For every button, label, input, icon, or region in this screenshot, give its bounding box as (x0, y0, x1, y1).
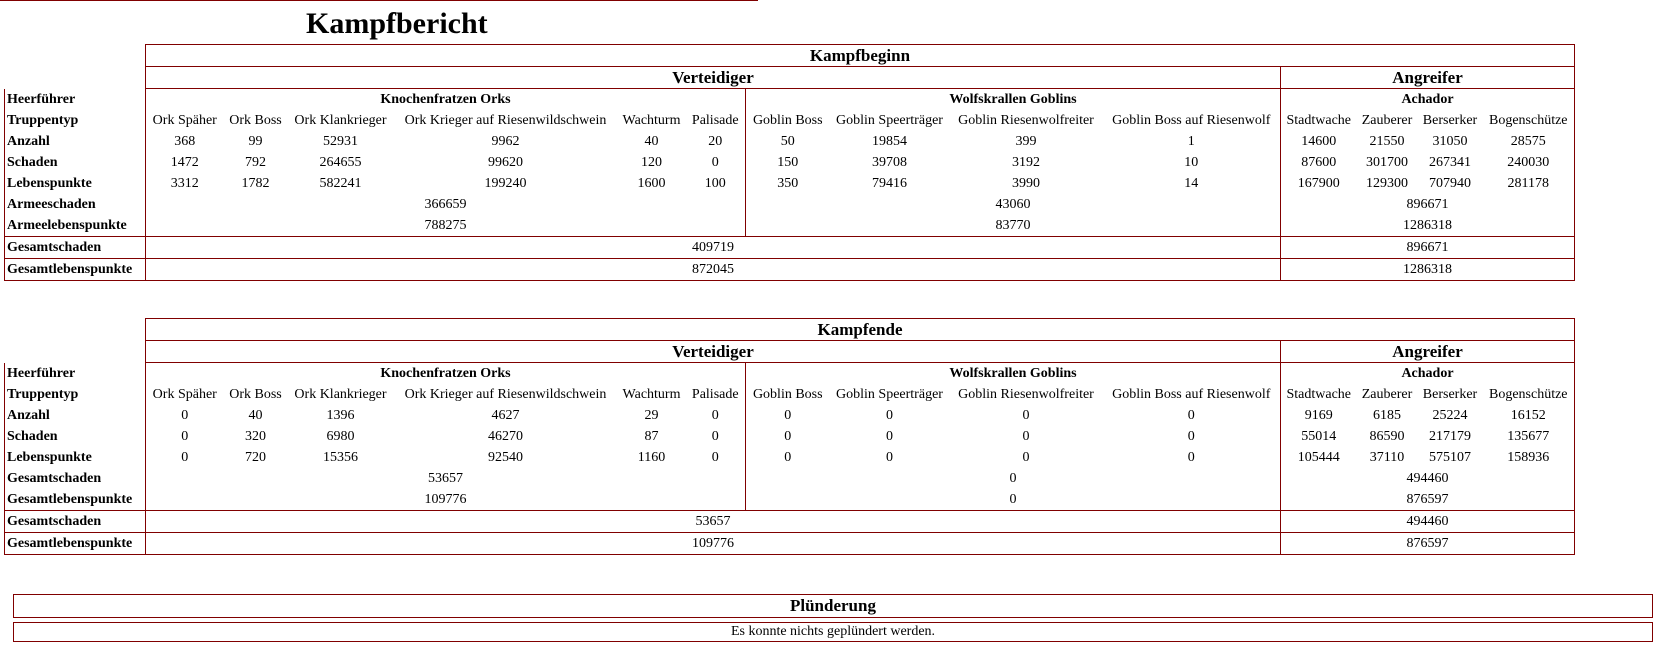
row-label-truppentyp: Truppentyp (5, 384, 146, 405)
cell-anzahl: 19854 (872, 134, 907, 149)
unit-type-header: Ork Krieger auf Riesenwildschwein (404, 113, 607, 128)
cell-anzahl: 20 (708, 134, 723, 149)
loot-heading: Plünderung (13, 594, 1653, 618)
cell-lebenspunkte: 1782 (241, 176, 270, 191)
empty-corner (5, 341, 146, 363)
battle-start-table (4, 44, 1575, 281)
cell-lebenspunkte: 158936 (1483, 447, 1575, 468)
cell-schaden: 267341 (1429, 155, 1471, 170)
unit-type-header: Goblin Boss auf Riesenwolf (1112, 113, 1271, 128)
cell-anzahl: 9962 (491, 134, 520, 149)
cell-anzahl: 0 (1022, 408, 1030, 423)
cell-schaden: 0 (1022, 429, 1030, 444)
unit-type-header: Palisade (691, 113, 739, 128)
cell-anzahl: 368 (146, 131, 224, 152)
unit-type-header: Bogenschütze (1483, 384, 1575, 405)
cell-anzahl: 99 (248, 134, 263, 149)
army-name-goblins: Wolfskrallen Goblins (746, 89, 1281, 111)
unit-type-header: Stadtwache (1281, 384, 1357, 405)
cell-lebenspunkte: 79416 (872, 176, 907, 191)
cell-anzahl: 0 (711, 408, 719, 423)
empty-corner (5, 45, 146, 67)
total-hp-attacker: 1286318 (1281, 259, 1575, 281)
defender-heading: Verteidiger (146, 341, 1281, 363)
army-damage-orks: 53657 (146, 468, 746, 489)
total-damage-attacker: 896671 (1281, 237, 1575, 259)
army-damage-orks: 366659 (146, 194, 746, 215)
row-label-armeeschaden: Armeeschaden (5, 194, 146, 215)
cell-anzahl: 31050 (1432, 134, 1468, 149)
row-label-anzahl: Anzahl (5, 131, 146, 152)
cell-lebenspunkte: 1160 (637, 450, 666, 465)
row-label-gesamtschaden: Gesamtschaden (5, 468, 146, 489)
unit-type-header: Goblin Speerträger (836, 113, 943, 128)
cell-anzahl: 14600 (1281, 131, 1357, 152)
cell-schaden: 39708 (872, 155, 907, 170)
unit-type-header: Wachturm (622, 113, 681, 128)
row-label-gesamtlebenspunkte: Gesamtlebenspunkte (5, 533, 146, 555)
unit-type-header: Goblin Boss (746, 110, 830, 131)
cell-schaden: 0 (711, 155, 719, 170)
row-label-heerfuehrer: Heerführer (5, 89, 146, 111)
cell-lebenspunkte: 15356 (323, 450, 358, 465)
row-label-heerfuehrer: Heerführer (5, 363, 146, 385)
army-name-achador: Achador (1281, 89, 1575, 111)
unit-type-header: Ork Späher (146, 384, 224, 405)
cell-schaden: 0 (711, 429, 719, 444)
cell-anzahl: 9169 (1281, 405, 1357, 426)
total-damage-defender: 53657 (146, 511, 1281, 533)
cell-lebenspunkte: 0 (711, 450, 719, 465)
unit-type-header: Stadtwache (1281, 110, 1357, 131)
cell-schaden: 87 (644, 429, 659, 444)
cell-lebenspunkte: 105444 (1281, 447, 1357, 468)
cell-schaden: 0 (1187, 429, 1195, 444)
unit-type-header: Ork Klankrieger (294, 113, 387, 128)
cell-anzahl: 21550 (1369, 134, 1405, 149)
row-label-gesamtschaden: Gesamtschaden (5, 237, 146, 259)
army-hp-achador: 876597 (1281, 489, 1575, 511)
cell-schaden: 120 (641, 155, 662, 170)
cell-anzahl: 40 (644, 134, 659, 149)
cell-anzahl: 0 (146, 405, 224, 426)
cell-lebenspunkte: 350 (746, 173, 830, 194)
total-damage-defender: 409719 (146, 237, 1281, 259)
cell-anzahl: 0 (886, 408, 893, 423)
row-label-lebenspunkte: Lebenspunkte (5, 173, 146, 194)
cell-anzahl: 28575 (1483, 131, 1575, 152)
total-hp-defender: 109776 (146, 533, 1281, 555)
total-hp-attacker: 876597 (1281, 533, 1575, 555)
row-label-gesamtlebenspunkte: Gesamtlebenspunkte (5, 489, 146, 511)
cell-anzahl: 52931 (323, 134, 358, 149)
unit-type-header: Wachturm (622, 387, 681, 402)
page-title: Kampfbericht (306, 7, 488, 40)
cell-schaden: 46270 (488, 429, 523, 444)
cell-lebenspunkte: 199240 (484, 176, 527, 191)
cell-lebenspunkte: 575107 (1429, 450, 1471, 465)
cell-schaden: 87600 (1281, 152, 1357, 173)
cell-lebenspunkte: 100 (704, 176, 726, 191)
cell-schaden: 86590 (1369, 429, 1405, 444)
unit-type-header: Bogenschütze (1483, 110, 1575, 131)
empty-corner (5, 67, 146, 89)
total-hp-defender: 872045 (146, 259, 1281, 281)
unit-type-header: Ork Boss (229, 113, 282, 128)
unit-type-header: Ork Späher (146, 110, 224, 131)
cell-schaden: 301700 (1366, 155, 1408, 170)
row-label-anzahl: Anzahl (5, 405, 146, 426)
top-divider-line (0, 0, 758, 1)
unit-type-header: Goblin Boss auf Riesenwolf (1112, 387, 1271, 402)
army-hp-orks: 788275 (146, 215, 746, 237)
cell-schaden: 217179 (1429, 429, 1471, 444)
section-title: Kampfende (146, 319, 1575, 341)
army-name-achador: Achador (1281, 363, 1575, 385)
row-label-armeelebenspunkte: Armeelebenspunkte (5, 215, 146, 237)
cell-schaden: 0 (886, 429, 893, 444)
cell-lebenspunkte: 0 (146, 447, 224, 468)
row-label-schaden: Schaden (5, 426, 146, 447)
cell-schaden: 0 (746, 426, 830, 447)
cell-lebenspunkte: 37110 (1369, 450, 1405, 465)
unit-type-header: Berserker (1422, 387, 1478, 402)
total-damage-attacker: 494460 (1281, 511, 1575, 533)
section-title: Kampfbeginn (146, 45, 1575, 67)
cell-anzahl: 0 (1187, 408, 1195, 423)
army-damage-goblins: 0 (746, 468, 1281, 489)
row-label-schaden: Schaden (5, 152, 146, 173)
cell-schaden: 99620 (488, 155, 523, 170)
cell-anzahl: 4627 (491, 408, 520, 423)
unit-type-header: Zauberer (1361, 387, 1413, 402)
cell-schaden: 1472 (146, 152, 224, 173)
army-damage-achador: 494460 (1281, 468, 1575, 489)
cell-schaden: 792 (245, 155, 266, 170)
cell-schaden: 240030 (1483, 152, 1575, 173)
cell-lebenspunkte: 281178 (1483, 173, 1575, 194)
row-label-lebenspunkte: Lebenspunkte (5, 447, 146, 468)
unit-type-header: Ork Klankrieger (294, 387, 387, 402)
cell-lebenspunkte: 14 (1184, 176, 1199, 191)
army-hp-achador: 1286318 (1281, 215, 1575, 237)
cell-anzahl: 0 (746, 405, 830, 426)
cell-lebenspunkte: 0 (1022, 450, 1030, 465)
cell-anzahl: 16152 (1483, 405, 1575, 426)
cell-lebenspunkte: 3312 (146, 173, 224, 194)
battle-end-table (4, 318, 1575, 555)
empty-corner (5, 319, 146, 341)
defender-heading: Verteidiger (146, 67, 1281, 89)
cell-lebenspunkte: 3990 (1012, 176, 1040, 191)
cell-lebenspunkte: 92540 (488, 450, 523, 465)
army-name-goblins: Wolfskrallen Goblins (746, 363, 1281, 385)
unit-type-header: Goblin Boss (746, 384, 830, 405)
cell-lebenspunkte: 707940 (1429, 176, 1471, 191)
cell-anzahl: 25224 (1432, 408, 1468, 423)
army-hp-goblins: 0 (746, 489, 1281, 511)
unit-type-header: Palisade (691, 387, 739, 402)
cell-anzahl: 40 (248, 408, 263, 423)
cell-lebenspunkte: 1600 (637, 176, 666, 191)
row-label-gesamtlebenspunkte: Gesamtlebenspunkte (5, 259, 146, 281)
cell-anzahl: 1 (1187, 134, 1195, 149)
cell-lebenspunkte: 0 (1187, 450, 1195, 465)
cell-lebenspunkte: 720 (245, 450, 266, 465)
unit-type-header: Ork Krieger auf Riesenwildschwein (404, 387, 607, 402)
unit-type-header: Ork Boss (229, 387, 282, 402)
army-name-orks: Knochenfratzen Orks (146, 89, 746, 111)
cell-anzahl: 399 (1015, 134, 1037, 149)
cell-lebenspunkte: 129300 (1366, 176, 1408, 191)
attacker-heading: Angreifer (1281, 67, 1575, 89)
cell-schaden: 0 (146, 426, 224, 447)
army-damage-achador: 896671 (1281, 194, 1575, 215)
army-hp-goblins: 83770 (746, 215, 1281, 237)
cell-anzahl: 29 (644, 408, 659, 423)
cell-anzahl: 6185 (1373, 408, 1401, 423)
cell-schaden: 320 (245, 429, 266, 444)
loot-message: Es konnte nichts geplündert werden. (13, 622, 1653, 642)
row-label-gesamtschaden: Gesamtschaden (5, 511, 146, 533)
cell-lebenspunkte: 167900 (1281, 173, 1357, 194)
attacker-heading: Angreifer (1281, 341, 1575, 363)
army-hp-orks: 109776 (146, 489, 746, 511)
cell-anzahl: 50 (746, 131, 830, 152)
unit-type-header: Berserker (1422, 113, 1478, 128)
cell-schaden: 3192 (1012, 155, 1040, 170)
unit-type-header: Goblin Speerträger (836, 387, 943, 402)
cell-lebenspunkte: 582241 (319, 176, 362, 191)
cell-schaden: 6980 (326, 429, 355, 444)
army-damage-goblins: 43060 (746, 194, 1281, 215)
cell-schaden: 10 (1184, 155, 1199, 170)
army-name-orks: Knochenfratzen Orks (146, 363, 746, 385)
unit-type-header: Goblin Riesenwolfreiter (958, 113, 1094, 128)
unit-type-header: Goblin Riesenwolfreiter (958, 387, 1094, 402)
cell-lebenspunkte: 0 (746, 447, 830, 468)
cell-lebenspunkte: 0 (886, 450, 893, 465)
cell-schaden: 264655 (319, 155, 362, 170)
cell-schaden: 135677 (1483, 426, 1575, 447)
cell-anzahl: 1396 (326, 408, 355, 423)
cell-schaden: 55014 (1281, 426, 1357, 447)
unit-type-header: Zauberer (1361, 113, 1413, 128)
row-label-truppentyp: Truppentyp (5, 110, 146, 131)
cell-schaden: 150 (746, 152, 830, 173)
